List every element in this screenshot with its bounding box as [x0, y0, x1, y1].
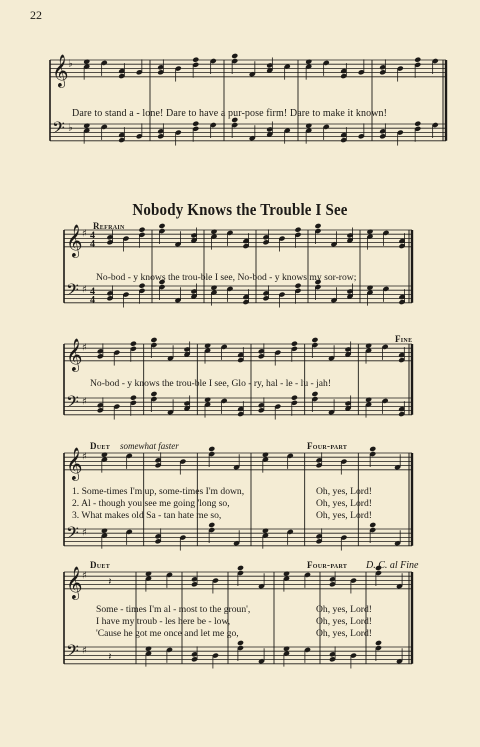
treble-note: [210, 229, 217, 235]
key-signature: ♯: [82, 228, 87, 240]
bass-clef: 𝄢: [66, 522, 79, 547]
bass-note: [101, 528, 108, 534]
duet2-verse1-resp: Oh, yes, Lord!: [316, 604, 372, 615]
treble-note: [138, 227, 145, 233]
duet2-verse3-resp: Oh, yes, Lord!: [316, 628, 372, 639]
duet2-verse1-text: Some - times I'm al - most to the groun',: [96, 604, 251, 615]
time-signature-bottom: 4: [90, 238, 95, 250]
four-part-label-2: Four-part: [307, 560, 348, 570]
time-signature-bottom: 4: [90, 294, 95, 306]
bass-note: [366, 285, 373, 291]
bass-note: [192, 121, 199, 127]
treble-note: [192, 57, 199, 63]
duet1-verse2-text: 2. Al - though you see me going 'long so,: [72, 498, 230, 509]
bass-note: [83, 123, 90, 129]
duet2-verse2-text: I have my troub - les here be - low,: [96, 616, 231, 627]
treble-clef: 𝄞: [66, 337, 83, 371]
bass-note: [305, 123, 312, 129]
bass-clef: 𝄢: [66, 640, 79, 665]
bass-note: [375, 640, 382, 646]
treble-note: [294, 227, 301, 233]
treble-note: [231, 53, 238, 59]
treble-note: [237, 565, 244, 571]
treble-note: [150, 337, 157, 343]
treble-clef: 𝄞: [52, 53, 69, 87]
treble-note: [369, 446, 376, 452]
treble-note: [305, 59, 312, 65]
treble-clef: 𝄞: [66, 565, 83, 599]
key-signature: ♯: [82, 396, 87, 408]
treble-note: [414, 57, 421, 63]
rest-mark: 𝄽: [108, 651, 112, 663]
bass-note: [150, 391, 157, 397]
rest-mark: 𝄽: [108, 576, 112, 588]
treble-note: [145, 571, 152, 577]
bass-note: [130, 395, 137, 401]
bass-note: [291, 395, 298, 401]
duet-label-2: Duet: [90, 560, 111, 570]
bass-clef: 𝄢: [66, 391, 79, 416]
key-signature: ♭: [68, 58, 73, 70]
treble-clef: 𝄞: [66, 223, 83, 257]
key-signature: ♯: [82, 342, 87, 354]
treble-note: [283, 571, 290, 577]
bass-note: [262, 528, 269, 534]
treble-note: [311, 337, 318, 343]
fine-label: Fine: [395, 334, 413, 344]
duet-label-1: Duet: [90, 441, 111, 451]
key-signature: ♯: [82, 570, 87, 582]
bass-note: [138, 283, 145, 289]
four-part-label-1: Four-part: [307, 441, 348, 451]
bass-note: [204, 397, 211, 403]
duet2-verse2-resp: Oh, yes, Lord!: [316, 616, 372, 627]
bass-note: [283, 646, 290, 652]
bass-note: [311, 391, 318, 397]
duet1-verse3-resp: Oh, yes, Lord!: [316, 510, 372, 521]
treble-note: [314, 223, 321, 229]
key-signature: ♯: [82, 527, 87, 539]
bass-note: [414, 121, 421, 127]
duet1-verse2-resp: Oh, yes, Lord!: [316, 498, 372, 509]
treble-note: [365, 343, 372, 349]
treble-note: [101, 452, 108, 458]
treble-note: [291, 341, 298, 347]
time-signature-top: 4: [90, 230, 95, 242]
key-signature: ♯: [82, 284, 87, 296]
bass-note: [208, 522, 215, 528]
bass-clef: 𝄢: [66, 279, 79, 304]
key-signature: ♭: [68, 122, 73, 134]
duet1-verse3-text: 3. What makes old Sa - tan hate me so,: [72, 510, 222, 521]
time-signature-top: 4: [90, 286, 95, 298]
bass-note: [210, 285, 217, 291]
treble-note: [204, 343, 211, 349]
bass-note: [294, 283, 301, 289]
bass-note: [369, 522, 376, 528]
treble-note: [366, 229, 373, 235]
refrain-label: Refrain: [93, 221, 125, 231]
treble-note: [262, 452, 269, 458]
bass-note: [365, 397, 372, 403]
treble-note: [208, 446, 215, 452]
treble-clef: 𝄞: [66, 446, 83, 480]
duet1-verse1-text: 1. Some-times I'm up, some-times I'm down,: [72, 486, 245, 497]
bass-note: [145, 646, 152, 652]
treble-note: [130, 341, 137, 347]
bass-note: [237, 640, 244, 646]
treble-note: [83, 59, 90, 65]
key-signature: ♯: [82, 451, 87, 463]
bass-clef: 𝄢: [52, 117, 65, 142]
key-signature: ♯: [82, 645, 87, 657]
top-lyric: Dare to stand a - lone! Dare to have a pur-pose firm! Dare to make it known!: [72, 108, 388, 119]
page-number: 22: [30, 8, 42, 22]
treble-note: [158, 223, 165, 229]
duet1-verse1-resp: Oh, yes, Lord!: [316, 486, 372, 497]
dc-al-fine-label: D. C. al Fine: [366, 560, 419, 571]
refrain-lyric-1: No-bod - y knows the trou-ble I see, No-bod - y knows my sor-row;: [96, 272, 357, 283]
tempo-marking: somewhat faster: [120, 441, 179, 451]
refrain-lyric-2: No-bod - y knows the trou-ble I see, Glo - ry, hal - le - lu - jah!: [90, 378, 332, 389]
song-title: Nobody Knows the Trouble I See: [132, 200, 348, 219]
duet2-verse3-text: 'Cause he got me once and let me go,: [96, 628, 239, 639]
